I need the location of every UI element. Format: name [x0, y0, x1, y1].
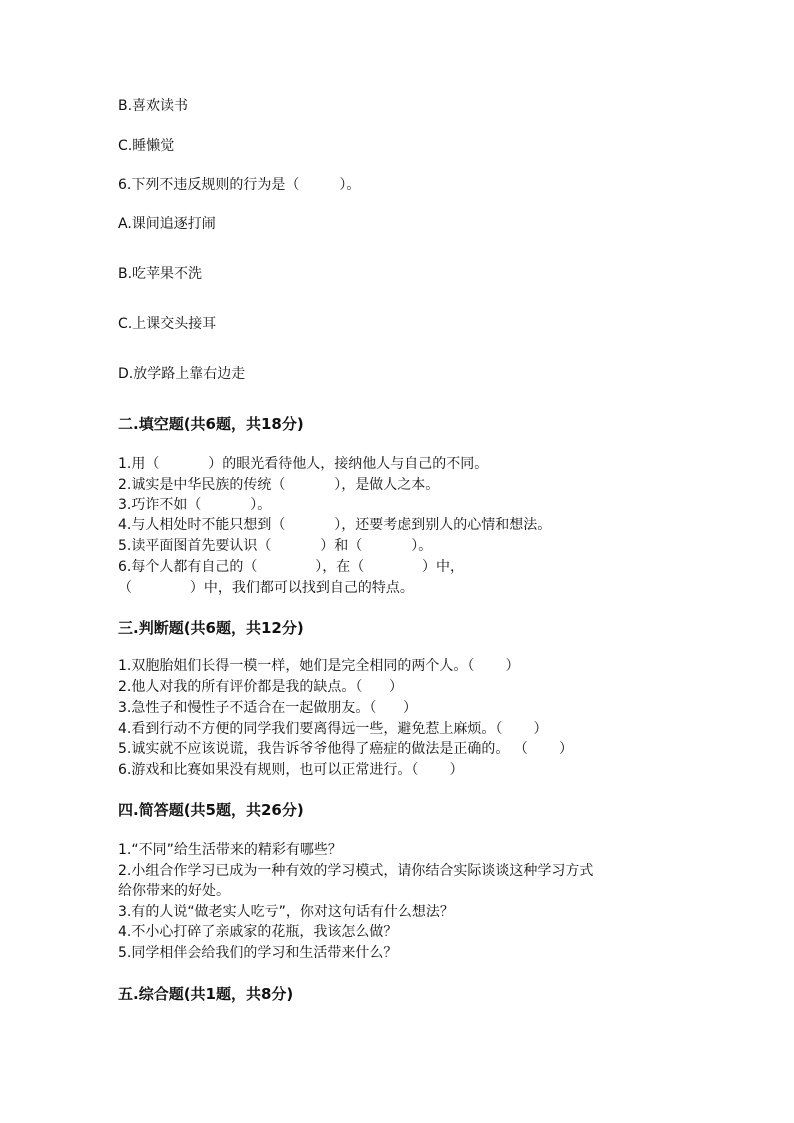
judge-item-5: 5.诚实就不应该说谎，我告诉爷爷他得了癌症的做法是正确的。 （ ）	[118, 741, 573, 757]
option-b-read: B.喜欢读书	[118, 98, 189, 114]
q6-option-c: C.上课交头接耳	[118, 316, 217, 332]
short-item-2-cont: 给你带来的好处。	[118, 883, 230, 899]
fill-item-2: 2.诚实是中华民族的传统（ ），是做人之本。	[118, 477, 440, 493]
judge-item-6: 6.游戏和比赛如果没有规则，也可以正常进行。（ ）	[118, 762, 464, 778]
q6-option-b: B.吃苹果不洗	[118, 266, 203, 282]
section-5-heading: 五.综合题(共1题，共8分)	[118, 985, 294, 1003]
short-item-2: 2.小组合作学习已成为一种有效的学习模式，请你结合实际谈谈这种学习方式	[118, 863, 594, 879]
judge-item-4: 4.看到行动不方便的同学我们要离得远一些，避免惹上麻烦。（ ）	[118, 721, 548, 737]
fill-item-1: 1.用（ ）的眼光看待他人，接纳他人与自己的不同。	[118, 456, 489, 472]
short-item-5: 5.同学相伴会给我们的学习和生活带来什么？	[118, 945, 398, 961]
judge-item-1: 1.双胞胎姐们长得一模一样，她们是完全相同的两个人。（ ）	[118, 658, 520, 674]
q6-option-a: A.课间追逐打闹	[118, 216, 216, 232]
section-2-heading: 二.填空题(共6题，共18分)	[118, 415, 304, 433]
short-item-3: 3.有的人说“做老实人吃亏”，你对这句话有什么想法？	[118, 904, 454, 920]
section-4-heading: 四.简答题(共5题，共26分)	[118, 801, 304, 819]
section-3-heading: 三.判断题(共6题，共12分)	[118, 619, 304, 637]
fill-item-6-cont: （ ）中，我们都可以找到自己的特点。	[118, 580, 414, 596]
fill-item-5: 5.读平面图首先要认识（ ）和（ ）。	[118, 538, 433, 554]
question-6-stem: 6.下列不违反规则的行为是（ ）。	[118, 177, 361, 193]
short-item-1: 1.“不同”给生活带来的精彩有哪些？	[118, 842, 342, 858]
short-item-4: 4.不小心打碎了亲戚家的花瓶，我该怎么做？	[118, 924, 398, 940]
judge-item-2: 2.他人对我的所有评价都是我的缺点。（ ）	[118, 679, 404, 695]
q6-option-d: D.放学路上靠右边走	[118, 366, 246, 382]
judge-item-3: 3.急性子和慢性子不适合在一起做朋友。（ ）	[118, 700, 418, 716]
fill-item-6: 6.每个人都有自己的（ ），在（ ）中，	[118, 559, 465, 575]
fill-item-3: 3.巧诈不如（ ）。	[118, 497, 272, 513]
fill-item-4: 4.与人相处时不能只想到（ ），还要考虑到别人的心情和想法。	[118, 517, 552, 533]
option-c-sleep: C.睡懒觉	[118, 138, 175, 154]
